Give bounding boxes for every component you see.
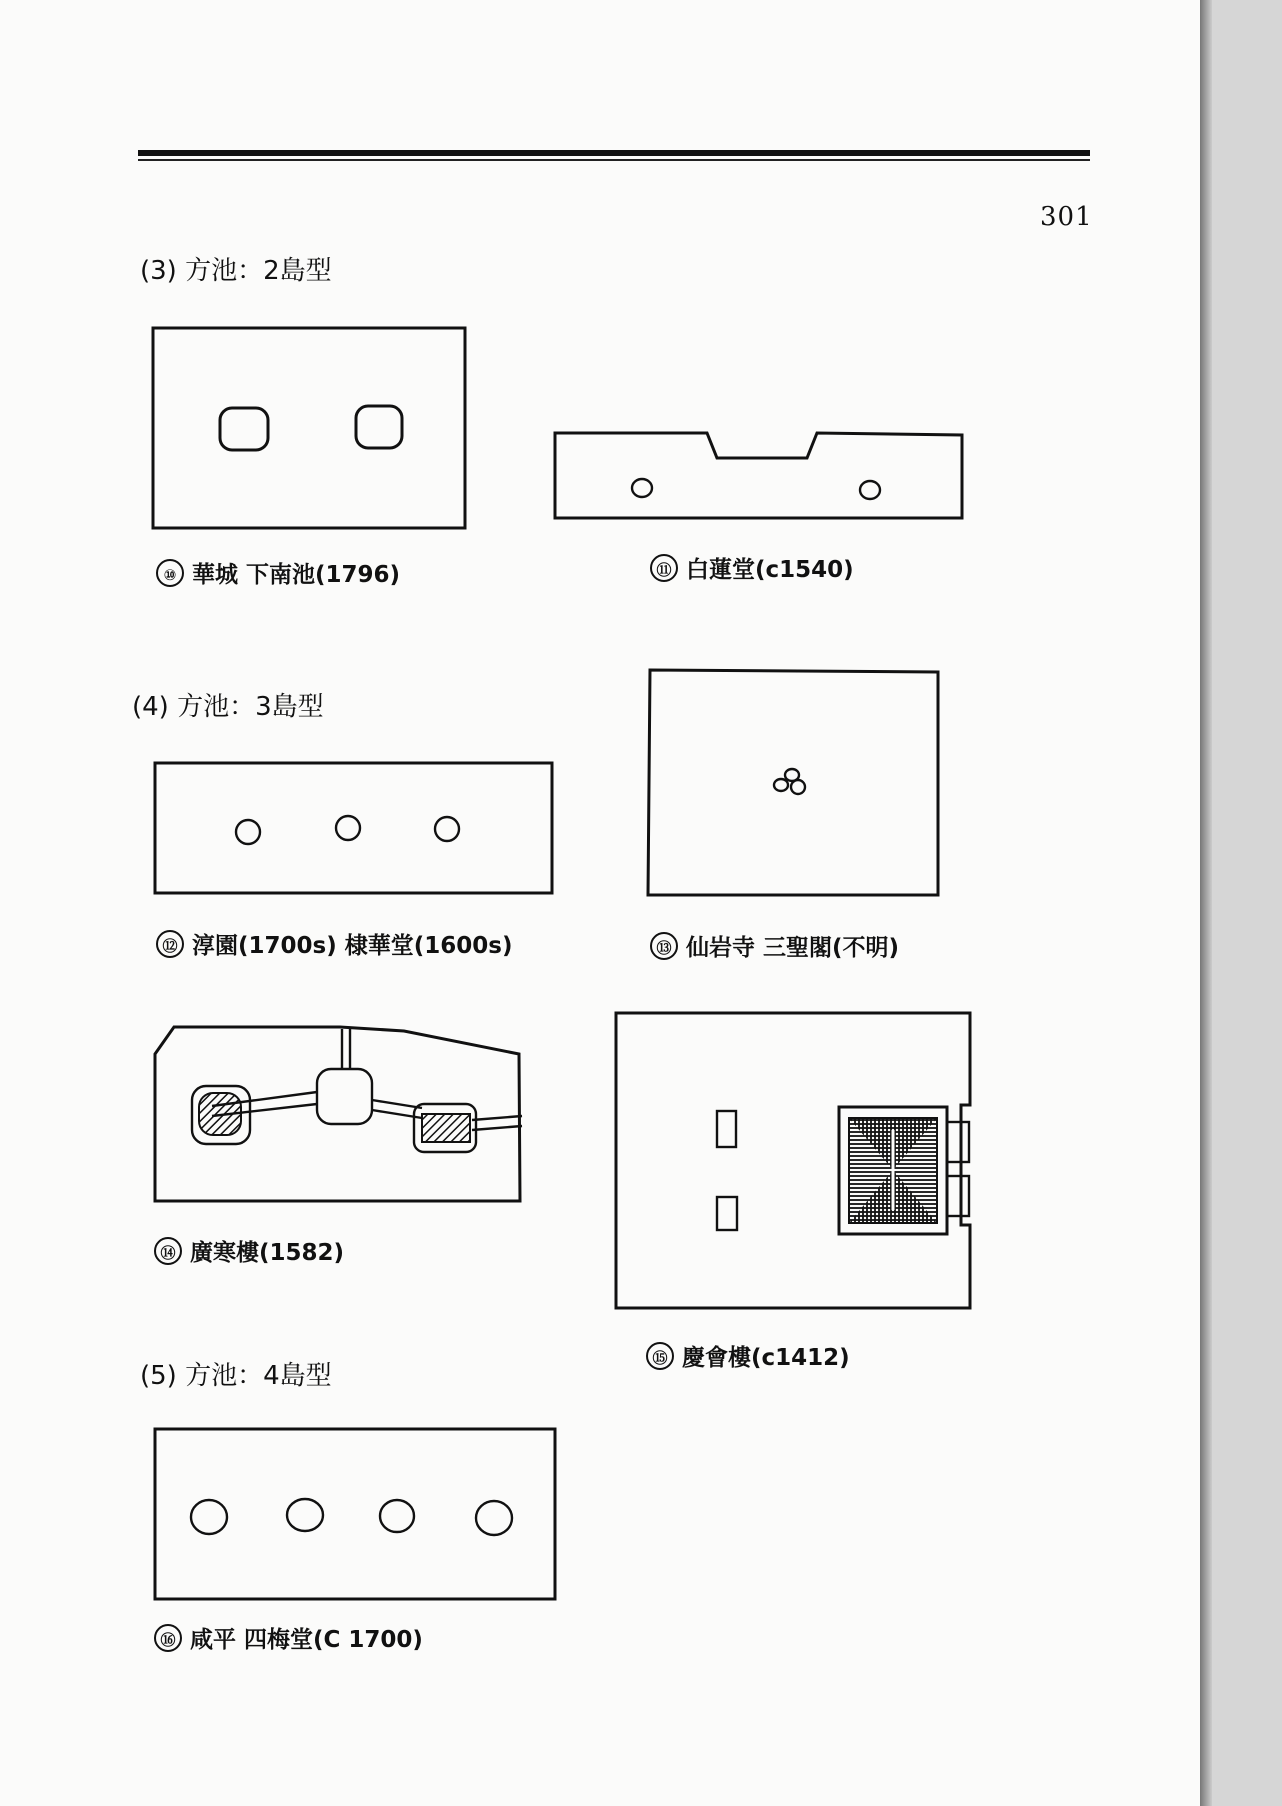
figure-13-pond-diagram [645, 667, 941, 899]
hatched-island [422, 1114, 470, 1142]
figure-12-caption [156, 927, 512, 960]
channel [342, 1029, 350, 1069]
figure-caption-text: 慶會樓(c1412) [682, 1345, 850, 1371]
figure-14-pond-diagram [152, 1024, 532, 1204]
figure-16-caption [154, 1621, 423, 1654]
figure-15-pond-diagram [613, 1010, 973, 1312]
figure-11-pond-diagram [552, 430, 966, 530]
channel [472, 1116, 522, 1130]
island [435, 817, 459, 841]
figure-number-badge: ⑭ [154, 1237, 182, 1265]
section-heading-3: (3) 方池：2島型 [140, 256, 332, 286]
figure-10-pond-diagram [150, 325, 470, 535]
hatched-island [199, 1093, 241, 1135]
figure-caption-text: 白蓮堂(c1540) [686, 557, 854, 583]
pond-outline [153, 328, 465, 528]
figure-caption-text: 淳園(1700s) 棣華堂(1600s) [192, 933, 513, 959]
island [717, 1197, 737, 1230]
pond-outline [155, 1429, 555, 1599]
pond-outline [155, 763, 552, 893]
island [191, 1500, 227, 1534]
section-heading-5: (5) 方池：4島型 [140, 1361, 332, 1391]
figure-11-caption [650, 551, 854, 584]
island [632, 479, 652, 497]
island [236, 820, 260, 844]
figure-16-pond-diagram [152, 1426, 558, 1602]
island [860, 481, 880, 499]
island [791, 780, 805, 794]
figure-number-badge: ⑯ [154, 1624, 182, 1652]
island [220, 408, 268, 450]
page-number: 301 [1040, 202, 1093, 232]
island [774, 779, 788, 791]
island [287, 1499, 323, 1531]
figure-number-badge: ⑫ [156, 930, 184, 958]
figure-caption-text: 華城 下南池(1796) [192, 562, 401, 588]
figure-caption-text: 咸平 四梅堂(C 1700) [190, 1627, 423, 1653]
island [336, 816, 360, 840]
bridge [947, 1122, 969, 1162]
figure-number-badge: ⑬ [650, 932, 678, 960]
island [717, 1111, 736, 1147]
figure-12-pond-diagram [152, 760, 554, 898]
section-heading-4: (4) 方池：3島型 [132, 692, 324, 722]
page-edge-shadow [1200, 0, 1212, 1806]
central-basin [317, 1069, 372, 1124]
figure-14-caption [154, 1234, 344, 1267]
pond-outline [555, 433, 962, 518]
island [476, 1501, 512, 1535]
header-rule-thick [138, 150, 1090, 156]
figure-caption-text: 廣寒樓(1582) [190, 1240, 345, 1266]
figure-13-caption [650, 929, 899, 962]
figure-number-badge: ⑪ [650, 554, 678, 582]
bridge [947, 1176, 969, 1216]
figure-caption-text: 仙岩寺 三聖閣(不明) [686, 935, 900, 961]
island [380, 1500, 414, 1532]
island [356, 406, 402, 448]
figure-15-caption [646, 1339, 850, 1372]
figure-number-badge: ⑩ [156, 559, 184, 587]
figure-number-badge: ⑮ [646, 1342, 674, 1370]
header-rule-thin [138, 159, 1090, 161]
figure-10-caption [156, 556, 400, 589]
